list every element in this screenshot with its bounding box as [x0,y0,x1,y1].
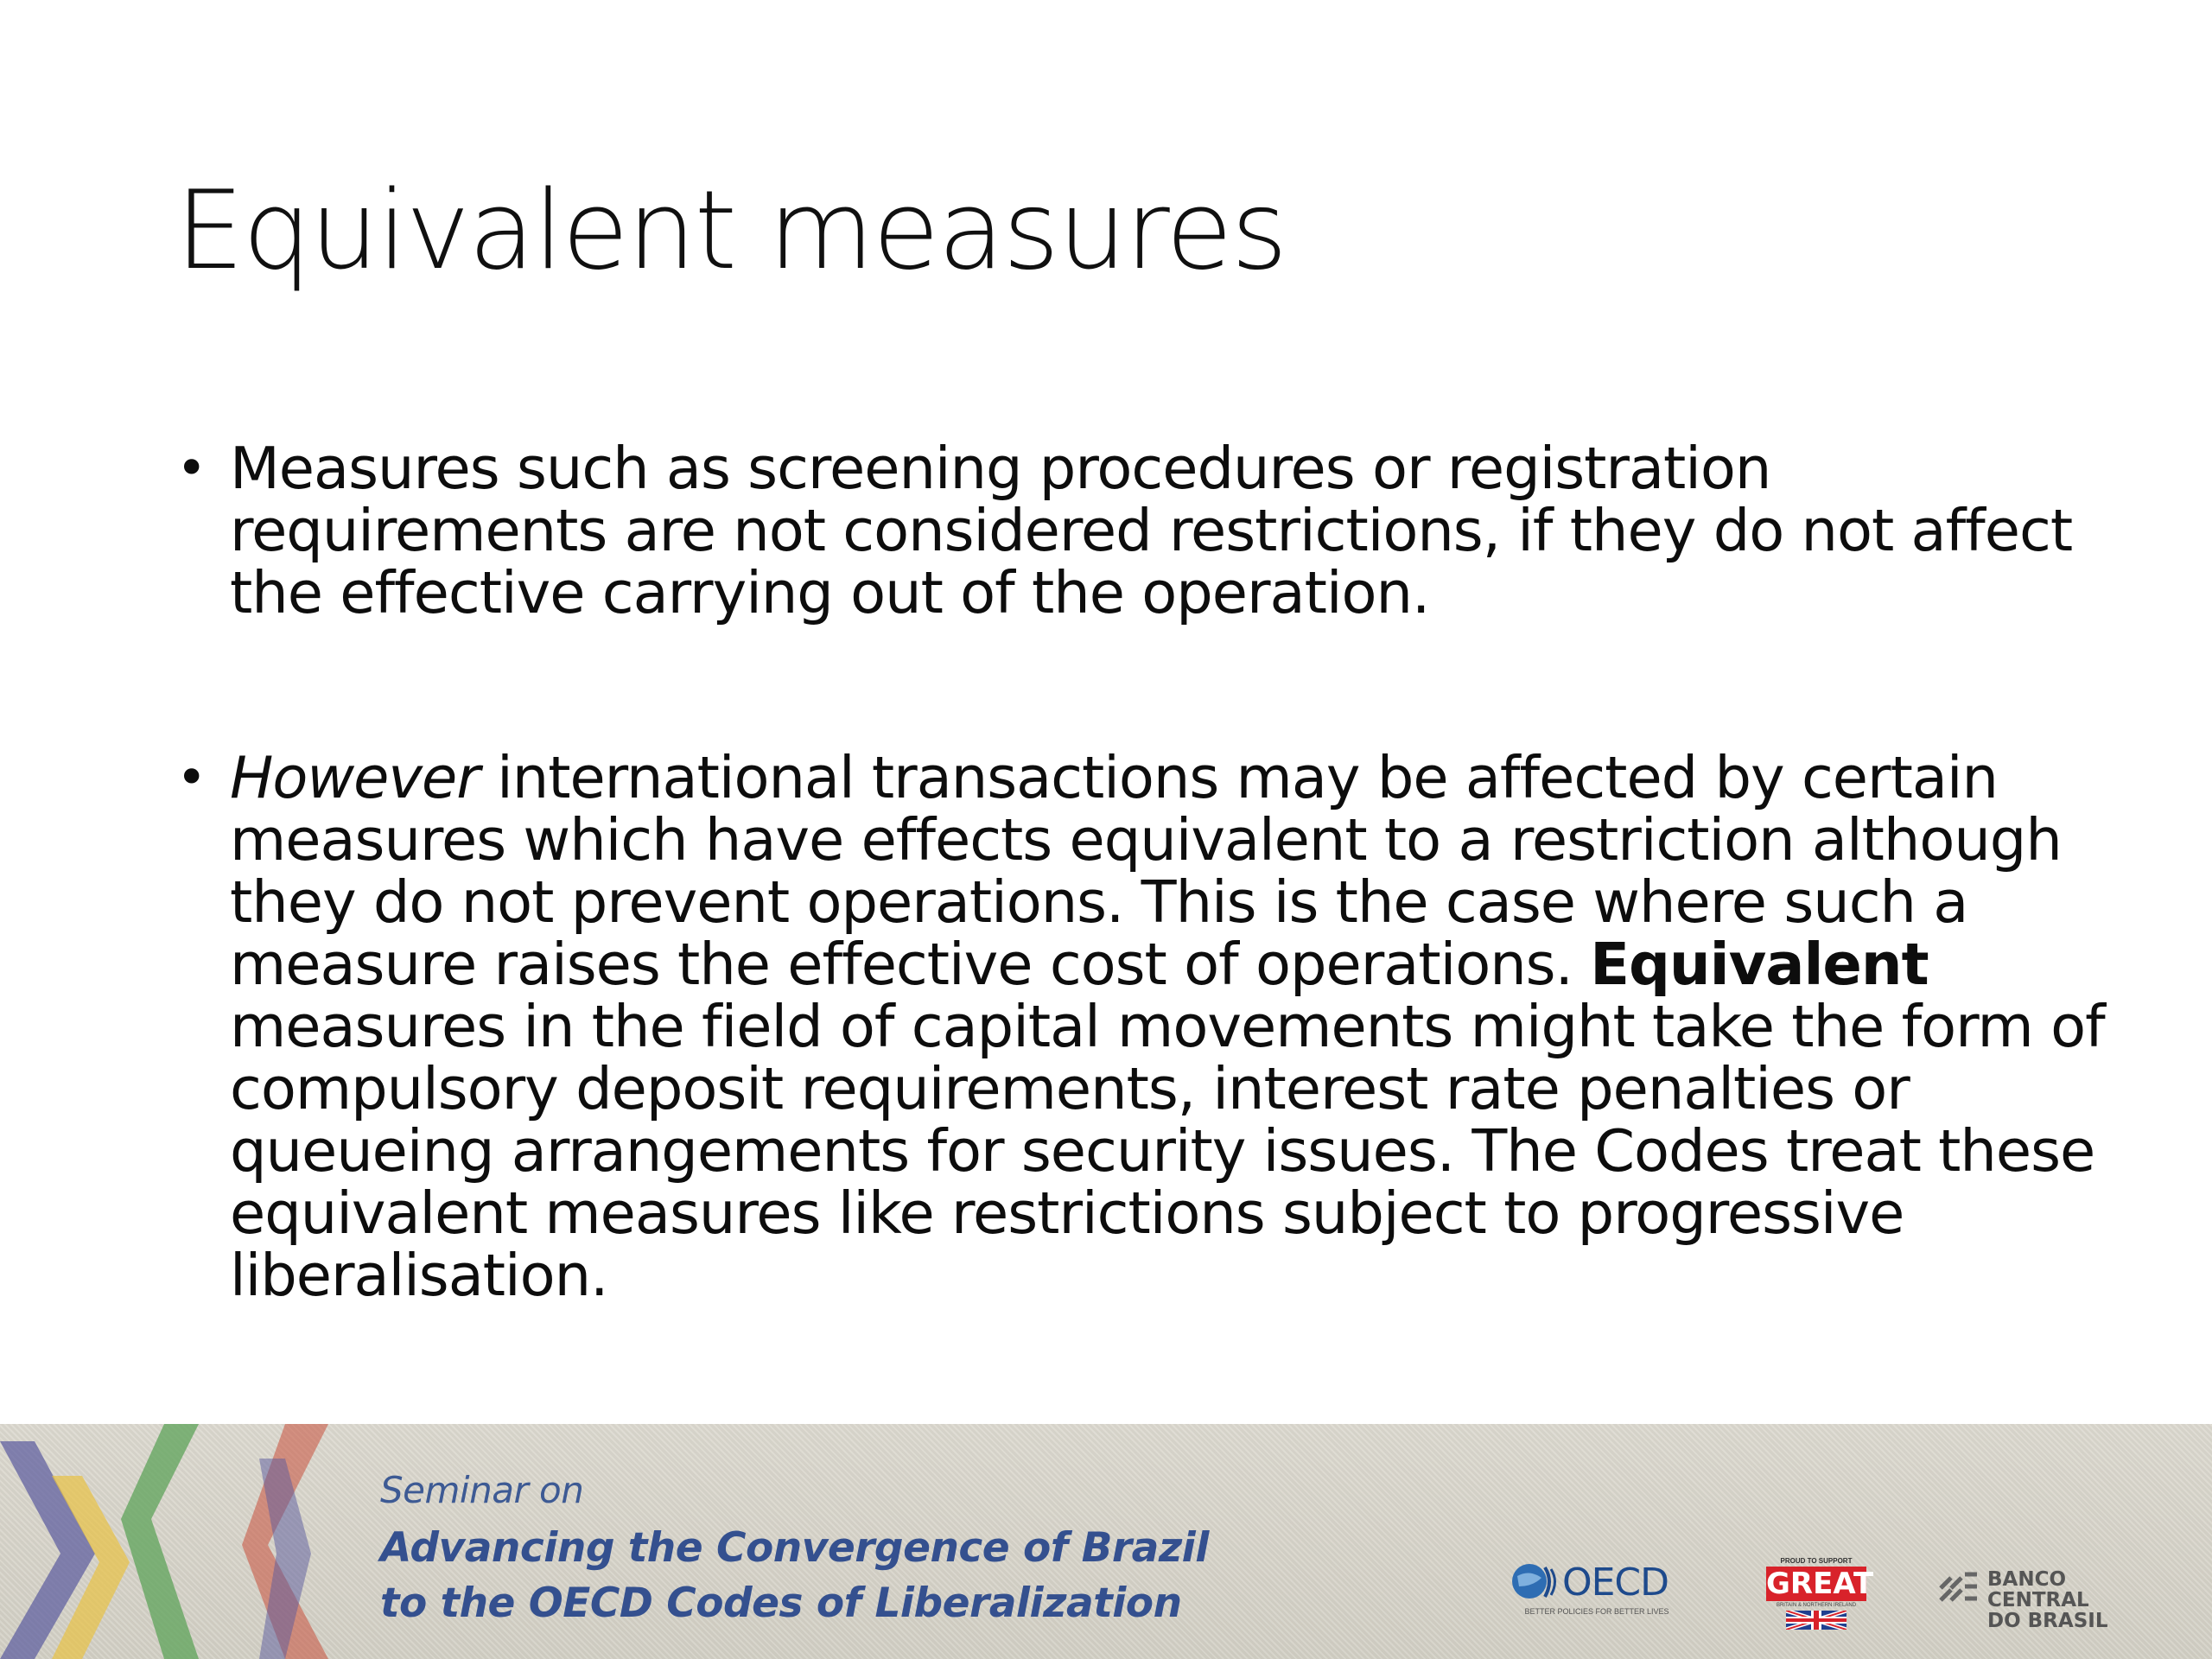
footer-eyebrow: Seminar on [380,1469,584,1511]
bullet-item [169,744,2105,1309]
footer-title-line: Advancing the Convergence of Brazil [380,1524,1209,1572]
bcb-emblem-icon [1936,1566,1982,1612]
bullet-list [169,435,2105,1309]
footer-title-line: to the OECD Codes of Liberalization [380,1580,1182,1627]
great-top: PROUD TO SUPPORT [1780,1557,1853,1565]
ribbon-green [121,1424,199,1659]
bullet-emphasis: However [230,744,480,811]
footer-band [0,1424,2212,1659]
slide-title: Equivalent measures [175,167,1287,294]
bcb-line: BANCO CENTRAL [1987,1568,2089,1611]
great-logo [1763,1557,1874,1637]
oecd-logo [1510,1560,1683,1621]
great-sub: BRITAIN & NORTHERN IRELAND [1776,1603,1857,1608]
bullet-dot: • [176,747,207,808]
oecd-wordmark: OECD [1562,1560,1669,1605]
ribbon-decoration [0,1424,363,1659]
bullet-text: international transactions may be affected by certain measures which have effects equivalent to a restriction although they do not prevent operations. This is the case where such a measure raises the effective cost of operations. [230,744,2062,998]
bullet-text: Measures such as screening procedures or registration requirements are not considered restrictions, if they do not affect the effective carrying out of the operation. [230,435,2073,626]
bullet-item [169,437,2105,624]
bcb-line: DO BRASIL [1987,1610,2108,1632]
oecd-globe-icon [1510,1560,1559,1604]
bullet-strong: Equivalent [1590,931,1929,998]
footer-title [380,1521,1209,1631]
oecd-tagline: BETTER POLICIES FOR BETTER LIVES [1524,1607,1669,1616]
bullet-dot: • [176,438,207,499]
great-wordmark: GREAT [1766,1567,1874,1601]
bullet-text: measures in the field of capital movements might take the form of compulsory deposit requirements, interest rate penalties or queueing arrangements for security issues. The Codes treat these equivalent measures like restrictions subject to progressive liberalisation. [230,993,2105,1309]
union-jack-icon [1786,1611,1847,1630]
bcb-logo [1936,1566,2160,1632]
bcb-wordmark [1987,1569,2160,1631]
